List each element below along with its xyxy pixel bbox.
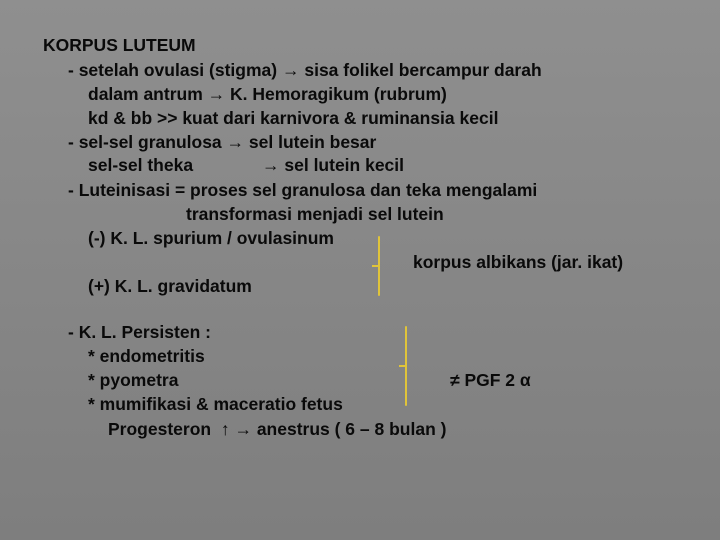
- line-b2b: [262, 155, 404, 175]
- brace-top-tip: [372, 265, 378, 267]
- slide-title: KORPUS LUTEUM: [43, 35, 196, 55]
- text-b1b: sel lutein besar: [248, 132, 377, 152]
- text-d1: - K. L. Persisten :: [68, 322, 211, 342]
- text-c1: - Luteinisasi = proses sel granulosa dan teka mengalami: [68, 180, 538, 200]
- text-d5b: anestrus ( 6 – 8 bulan ): [256, 419, 447, 439]
- brace-top: [378, 236, 380, 296]
- text-b1: - sel-sel granulosa: [68, 132, 222, 152]
- line-a1: [68, 60, 542, 80]
- arrow-right-icon: [234, 419, 252, 439]
- text-d3: * pyometra: [88, 370, 179, 390]
- text-a2: dalam antrum: [88, 84, 203, 104]
- line-b1: [68, 132, 376, 152]
- text-c4: korpus albikans (jar. ikat): [413, 252, 624, 272]
- text-d2: * endometritis: [88, 346, 205, 366]
- arrow-up-icon: ↑: [220, 419, 230, 439]
- arrow-right-icon: [227, 132, 245, 152]
- text-b2b: sel lutein kecil: [284, 155, 405, 175]
- text-a1b: sisa folikel bercampur darah: [304, 60, 542, 80]
- line-d5: [108, 419, 446, 439]
- line-a2: [88, 84, 447, 104]
- brace-bottom-tip: [399, 365, 405, 367]
- text-a2b: K. Hemoragikum (rubrum): [230, 84, 447, 104]
- text-c3: (-) K. L. spurium / ovulasinum: [88, 228, 334, 248]
- text-c5: (+) K. L. gravidatum: [88, 276, 252, 296]
- text-c2: transformasi menjadi sel lutein: [186, 204, 444, 224]
- text-a1: - setelah ovulasi (stigma): [68, 60, 278, 80]
- text-d5: Progesteron: [108, 419, 212, 439]
- arrow-right-icon: [282, 60, 300, 80]
- text-b2: sel-sel theka: [88, 155, 194, 175]
- text-d4: * mumifikasi & maceratio fetus: [88, 394, 343, 414]
- text-d3b: ≠ PGF 2 α: [450, 370, 531, 390]
- arrow-right-icon: [262, 155, 280, 175]
- arrow-right-icon: [208, 84, 226, 104]
- text-a3: kd & bb >> kuat dari karnivora & ruminansia kecil: [88, 108, 499, 128]
- brace-bottom: [405, 326, 407, 406]
